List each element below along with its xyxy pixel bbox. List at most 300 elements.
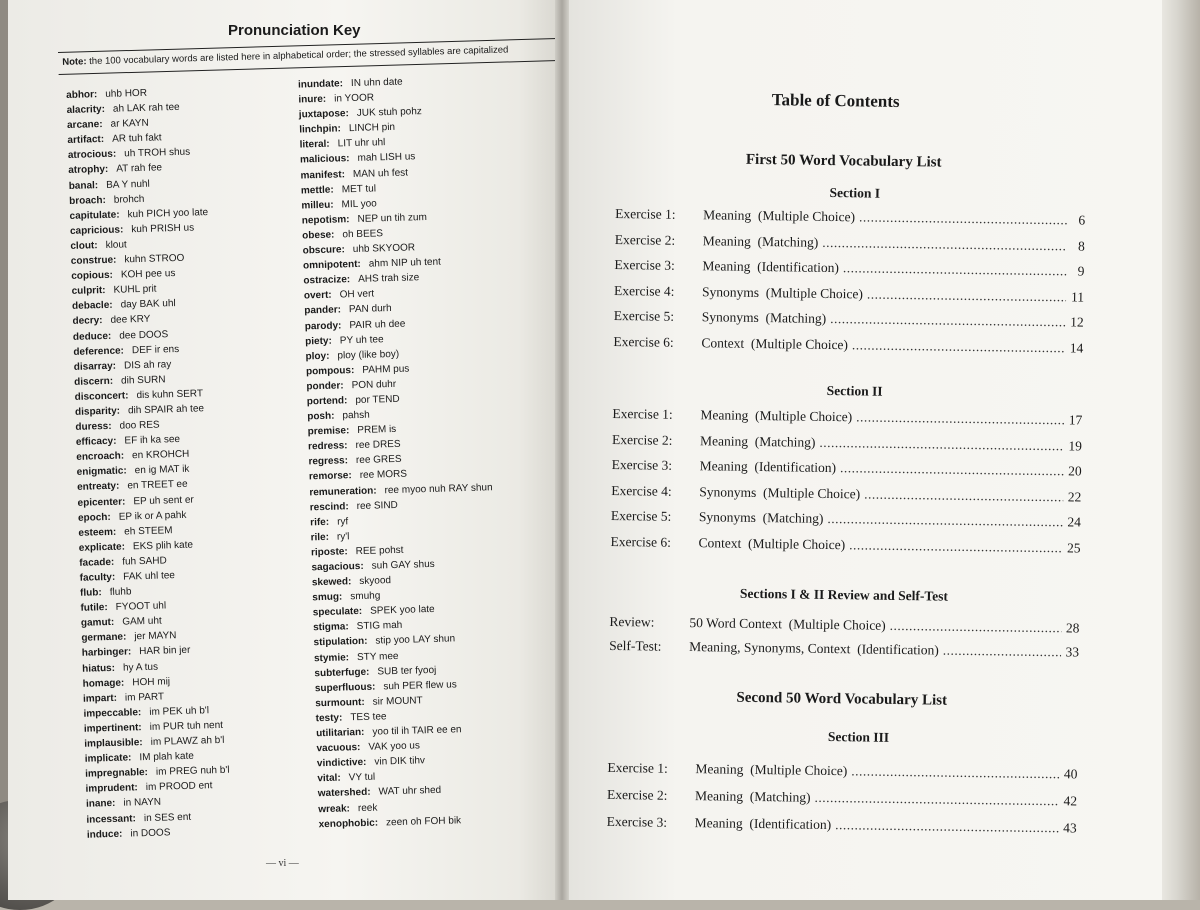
entry-pronunciation: fluhb	[109, 586, 132, 599]
entry-pronunciation: por TEND	[355, 393, 400, 407]
toc-page-number: 40	[1063, 766, 1078, 782]
toc-leader-dots	[819, 434, 1064, 453]
toc-description: Meaning (Matching)	[699, 432, 816, 450]
toc-label: Exercise 5:	[613, 307, 675, 324]
entry-word: remorse:	[308, 470, 352, 483]
entry-word: stigma:	[313, 621, 349, 634]
toc-row	[607, 760, 1077, 785]
entry-pronunciation: in YOOR	[334, 92, 375, 105]
entry-word: alacrity:	[66, 104, 106, 117]
entry-pronunciation: ree MORS	[359, 469, 408, 482]
toc-label: Exercise 2:	[611, 431, 673, 448]
entry-pronunciation: AHS trah size	[357, 272, 420, 286]
toc-page-number: 25	[1066, 539, 1081, 556]
toc-leader-dots	[852, 337, 1066, 356]
entry-word: impart:	[82, 692, 118, 705]
toc-page-number: 20	[1068, 463, 1082, 479]
toc-description: Synonyms (Multiple Choice)	[702, 283, 864, 301]
entry-word: epicenter:	[77, 496, 126, 509]
entry-word: homage:	[82, 677, 125, 690]
toc-description: Meaning (Multiple Choice)	[700, 407, 853, 425]
entry-word: skewed:	[311, 576, 352, 589]
page-edges	[1162, 0, 1200, 900]
entry-word: nepotism:	[301, 213, 350, 227]
entry-word: ostracize:	[303, 274, 351, 287]
entry-word: pompous:	[305, 364, 355, 378]
entry-pronunciation: SPEK yoo late	[370, 604, 435, 617]
entry-word: clout:	[70, 240, 98, 252]
entry-word: disarray:	[73, 360, 117, 373]
entry-pronunciation: klout	[105, 239, 127, 251]
entry-word: duress:	[75, 420, 112, 433]
toc-leader-dots	[867, 286, 1066, 305]
left-page	[8, 0, 563, 900]
entry-pronunciation: im PART	[124, 691, 165, 704]
entry-pronunciation: VY tul	[348, 771, 376, 784]
entry-word: capitulate:	[69, 209, 120, 222]
entry-pronunciation: STIG mah	[356, 620, 403, 633]
entry-word: milleu:	[301, 199, 334, 212]
entry-word: watershed:	[317, 787, 371, 800]
toc-leader-dots	[843, 260, 1067, 279]
entry-word: sagacious:	[311, 560, 364, 574]
entry-word: atrophy:	[68, 164, 109, 177]
entry-pronunciation: ah LAK rah tee	[112, 101, 180, 115]
table-of-contents	[606, 84, 1117, 836]
entry-word: encroach:	[76, 450, 125, 464]
toc-leader-dots	[814, 790, 1059, 809]
toc-leader-dots	[827, 511, 1063, 530]
toc-leader-dots	[864, 486, 1063, 505]
toc-label: Self-Test:	[609, 637, 662, 654]
toc-row	[607, 787, 1077, 812]
pronunciation-entry	[87, 823, 232, 842]
entry-word: wreak:	[318, 802, 351, 815]
entry-pronunciation: MAN uh fest	[352, 167, 409, 180]
toc-description: 50 Word Context (Multiple Choice)	[689, 615, 886, 633]
entry-pronunciation: MET tul	[341, 183, 377, 195]
entry-word: artifact:	[67, 134, 105, 147]
entry-pronunciation: PAIR uh dee	[349, 318, 406, 331]
entry-word: juxtapose:	[298, 108, 349, 121]
entry-pronunciation: brohch	[113, 193, 145, 206]
toc-page-number: 24	[1067, 514, 1082, 530]
entry-word: harbinger:	[81, 646, 132, 660]
entry-pronunciation: IN uhn date	[350, 76, 403, 90]
entry-pronunciation: MIL yoo	[341, 198, 377, 211]
toc-row	[614, 257, 1084, 282]
toc-page-number: 42	[1063, 793, 1078, 809]
entry-pronunciation: PREM is	[357, 424, 397, 437]
toc-row	[611, 508, 1081, 533]
entry-word: subterfuge:	[314, 666, 370, 679]
toc-row	[613, 333, 1083, 358]
entry-pronunciation: HAR bin jer	[139, 645, 191, 658]
entry-word: enigmatic:	[76, 465, 127, 479]
entry-pronunciation: EF ih ka see	[124, 434, 181, 447]
entry-word: literal:	[299, 139, 330, 151]
entry-word: atrocious:	[67, 149, 117, 162]
toc-description: Meaning (Multiple Choice)	[703, 207, 856, 225]
entry-pronunciation: kuh PRISH us	[131, 222, 195, 236]
toc-label: Exercise 1:	[615, 205, 676, 222]
entry-pronunciation: yoo til ih TAIR ee en	[372, 724, 462, 738]
entry-pronunciation: eh STEEM	[124, 524, 173, 538]
toc-row	[609, 638, 1079, 663]
entry-word: rife:	[310, 516, 330, 529]
entry-word: pander:	[304, 304, 342, 317]
list-title-second: Second 50 Word Vocabulary List	[736, 689, 948, 709]
section-title-1: Section I	[829, 184, 881, 201]
entry-word: remuneration:	[309, 485, 377, 498]
entry-pronunciation: reek	[357, 802, 378, 814]
entry-pronunciation: jer MAYN	[134, 630, 177, 643]
toc-row	[611, 482, 1081, 507]
toc-label: Exercise 3:	[614, 256, 675, 273]
entry-pronunciation: ahm NIP uh tent	[368, 256, 442, 270]
entry-pronunciation: EKS plih kate	[132, 539, 194, 553]
toc-page-number: 12	[1070, 314, 1084, 330]
entry-word: hiatus:	[82, 662, 116, 675]
toc-description: Meaning (Matching)	[694, 788, 811, 805]
entry-word: disconcert:	[74, 390, 129, 403]
entry-word: stipulation:	[313, 636, 368, 649]
entry-pronunciation: in DOOS	[130, 826, 171, 840]
entry-pronunciation: uhb SKYOOR	[352, 242, 416, 256]
entry-word: omnipotent:	[302, 258, 361, 272]
toc-label: Exercise 3:	[606, 813, 668, 830]
entry-pronunciation: en KROHCH	[131, 448, 190, 462]
entry-pronunciation: dee DOOS	[119, 328, 169, 342]
toc-label: Exercise 3:	[611, 456, 673, 473]
toc-description: Context (Multiple Choice)	[701, 334, 849, 352]
page-title: Pronunciation Key	[228, 22, 361, 39]
toc-label: Exercise 6:	[613, 333, 674, 350]
toc-page-number: 9	[1077, 263, 1085, 279]
entry-pronunciation: PON duhr	[351, 378, 397, 392]
entry-word: obscure:	[302, 244, 346, 257]
entry-pronunciation: LINCH pin	[348, 122, 396, 135]
entry-word: redress:	[307, 440, 348, 453]
entry-word: impeccable:	[83, 706, 142, 720]
toc-row	[615, 231, 1085, 256]
entry-pronunciation: PY uh tee	[339, 333, 384, 347]
entry-pronunciation: ar KAYN	[110, 117, 149, 130]
entry-pronunciation: ree GRES	[355, 454, 402, 467]
entry-pronunciation: zeen oh FOH bik	[385, 814, 462, 828]
toc-leader-dots	[830, 311, 1066, 330]
toc-row	[612, 431, 1082, 456]
pronunciation-list	[66, 74, 556, 841]
toc-row	[607, 814, 1077, 839]
entry-word: banal:	[68, 179, 99, 192]
toc-page-number: 14	[1069, 339, 1084, 356]
entry-word: piety:	[305, 335, 332, 348]
toc-row	[615, 206, 1085, 231]
toc-description: Synonyms (Multiple Choice)	[699, 483, 861, 501]
entry-word: inure:	[298, 93, 327, 106]
toc-page-number: 17	[1068, 412, 1083, 428]
entry-word: incessant:	[86, 812, 137, 826]
toc-label: Exercise 5:	[610, 507, 672, 524]
toc-row	[612, 406, 1082, 431]
entry-word: impertinent:	[83, 722, 142, 735]
toc-leader-dots	[859, 209, 1067, 228]
section-title-2: Section II	[826, 382, 883, 399]
entry-word: copious:	[71, 269, 114, 283]
entry-word: efficacy:	[75, 435, 117, 449]
entry-pronunciation: in NAYN	[123, 797, 162, 810]
entry-pronunciation: kuh PICH yoo late	[127, 206, 209, 221]
entry-word: flub:	[79, 587, 102, 599]
entry-pronunciation: im PUR tuh nent	[149, 719, 224, 733]
entry-pronunciation: en TREET ee	[127, 479, 188, 492]
toc-label: Exercise 1:	[607, 759, 668, 776]
toc-page-number: 6	[1078, 212, 1086, 228]
entry-pronunciation: day BAK uhl	[120, 298, 176, 311]
entry-pronunciation: dee KRY	[110, 314, 151, 327]
toc-title: Table of Contents	[771, 90, 900, 111]
entry-word: broach:	[69, 194, 106, 207]
section-title-3: Section III	[827, 729, 890, 745]
entry-pronunciation: VAK yoo us	[368, 740, 421, 753]
list-title-first: First 50 Word Vocabulary List	[745, 151, 942, 171]
entry-word: gamut:	[80, 617, 115, 630]
pronunciation-column-1	[66, 84, 231, 842]
entry-pronunciation: KOH pee us	[120, 268, 176, 281]
entry-pronunciation: mah LISH us	[357, 151, 416, 165]
toc-leader-dots	[849, 537, 1063, 556]
entry-word: decry:	[72, 315, 103, 328]
entry-word: overt:	[303, 289, 332, 302]
entry-word: xenophobic:	[318, 817, 379, 830]
entry-word: explicate:	[78, 541, 126, 554]
entry-pronunciation: AR tuh fakt	[111, 132, 162, 146]
toc-leader-dots	[840, 460, 1064, 479]
toc-row	[609, 614, 1079, 639]
entry-pronunciation: JUK stuh pohz	[356, 106, 423, 120]
pronunciation-column-2	[298, 72, 502, 832]
entry-pronunciation: uhb HOR	[105, 87, 148, 100]
entry-pronunciation: oh BEES	[342, 228, 384, 241]
toc-leader-dots	[835, 817, 1059, 836]
entry-pronunciation: doo RES	[119, 419, 160, 432]
entry-word: rescind:	[309, 500, 349, 513]
entry-pronunciation: NEP un tih zum	[357, 211, 427, 225]
entry-pronunciation: dih SURN	[120, 374, 166, 387]
entry-pronunciation: ree myoo nuh RAY shun	[384, 481, 493, 496]
entry-word: vacuous:	[316, 742, 361, 755]
entry-pronunciation: ryf	[336, 516, 349, 528]
toc-leader-dots	[943, 643, 1061, 661]
entry-pronunciation: TES tee	[350, 711, 387, 724]
toc-label: Exercise 4:	[614, 282, 675, 299]
entry-word: impregnable:	[85, 767, 149, 780]
toc-row	[614, 282, 1084, 307]
toc-description: Context (Multiple Choice)	[698, 534, 846, 552]
entry-word: facade:	[79, 556, 115, 569]
entry-pronunciation: WAT uhr shed	[378, 785, 442, 798]
entry-pronunciation: DEF ir ens	[131, 343, 180, 356]
entry-pronunciation: suh GAY shus	[371, 558, 435, 572]
entry-pronunciation: STY mee	[356, 650, 399, 663]
entry-pronunciation: kuhn STROO	[124, 252, 185, 266]
entry-word: regress:	[308, 455, 349, 468]
entry-pronunciation: dis kuhn SERT	[136, 388, 204, 402]
right-page	[569, 0, 1169, 900]
book-gutter	[555, 0, 569, 900]
entry-pronunciation: SUB ter fyooj	[377, 664, 437, 678]
entry-pronunciation: im PLAWZ ah b'l	[150, 734, 225, 748]
entry-pronunciation: ree SIND	[356, 499, 398, 512]
entry-word: vindictive:	[316, 757, 367, 770]
toc-label: Exercise 6:	[610, 533, 672, 550]
entry-word: debacle:	[71, 300, 113, 313]
entry-pronunciation: FAK uhl tee	[123, 570, 176, 583]
entry-pronunciation: PAHM pus	[362, 363, 410, 376]
entry-word: malicious:	[299, 153, 350, 166]
entry-word: manifest:	[300, 168, 346, 182]
entry-word: parody:	[304, 319, 342, 332]
entry-word: utilitarian:	[315, 726, 365, 740]
entry-pronunciation: dih SPAIR ah tee	[127, 403, 205, 417]
entry-pronunciation: REE pohst	[355, 544, 404, 557]
entry-pronunciation: stip yoo LAY shun	[375, 633, 456, 648]
entry-word: obese:	[302, 229, 335, 242]
toc-description: Meaning (Identification)	[699, 458, 837, 476]
entry-pronunciation: ploy (like boy)	[337, 348, 400, 362]
toc-page-number: 8	[1077, 237, 1085, 254]
toc-page-number: 19	[1068, 437, 1083, 454]
entry-pronunciation: ry'l	[336, 531, 350, 543]
entry-word: epoch:	[77, 511, 111, 524]
entry-word: linchpin:	[299, 123, 342, 136]
toc-label: Exercise 2:	[606, 786, 668, 803]
toc-leader-dots	[851, 763, 1059, 782]
entry-word: testy:	[315, 712, 343, 725]
toc-page-number: 33	[1065, 644, 1080, 660]
entry-pronunciation: EP ik or A pahk	[118, 509, 187, 523]
entry-word: ponder:	[306, 380, 344, 393]
toc-label: Exercise 2:	[614, 231, 676, 248]
toc-leader-dots	[856, 409, 1064, 428]
entry-word: capricious:	[69, 224, 124, 237]
entry-word: vital:	[317, 772, 341, 785]
toc-row	[614, 308, 1084, 333]
entry-word: ploy:	[305, 350, 330, 363]
entry-word: deduce:	[72, 330, 112, 343]
entry-word: smug:	[312, 591, 343, 604]
entry-pronunciation: vin DIK tihv	[374, 755, 426, 768]
entry-word: posh:	[307, 410, 335, 423]
toc-label: Review:	[609, 613, 655, 630]
entry-word: germane:	[81, 631, 127, 645]
entry-pronunciation: im PEK uh b'l	[149, 705, 210, 718]
entry-word: faculty:	[79, 571, 116, 584]
entry-word: premise:	[307, 425, 350, 438]
entry-word: speculate:	[312, 606, 363, 619]
entry-word: abhor:	[66, 89, 98, 101]
entry-pronunciation: OH vert	[339, 288, 375, 301]
entry-word: surmount:	[315, 696, 365, 710]
toc-page-number: 28	[1065, 620, 1080, 636]
entry-pronunciation: en ig MAT ik	[134, 464, 190, 477]
toc-description: Meaning (Multiple Choice)	[695, 761, 848, 779]
review-title: Sections I & II Review and Self-Test	[739, 585, 949, 604]
toc-description: Synonyms (Matching)	[698, 509, 824, 526]
toc-row	[610, 533, 1080, 558]
entry-word: discern:	[74, 375, 114, 388]
entry-word: imprudent:	[85, 782, 138, 796]
entry-pronunciation: FYOOT uhl	[115, 600, 167, 613]
entry-word: superfluous:	[314, 681, 376, 695]
entry-pronunciation: skyood	[359, 575, 392, 588]
entry-pronunciation: suh PER flew us	[383, 679, 457, 693]
entry-pronunciation: fuh SAHD	[122, 555, 167, 568]
entry-word: culprit:	[71, 285, 106, 298]
toc-row	[612, 457, 1082, 482]
entry-word: entreaty:	[77, 481, 120, 494]
toc-page-number: 11	[1070, 288, 1085, 305]
entry-pronunciation: BA Y nuhl	[106, 178, 150, 191]
entry-pronunciation: uh TROH shus	[124, 146, 191, 160]
entry-pronunciation: EP uh sent er	[133, 494, 194, 507]
entry-word: arcane:	[66, 119, 103, 132]
entry-pronunciation: hy A tus	[122, 661, 159, 674]
entry-pronunciation: in SES ent	[143, 811, 192, 824]
entry-pronunciation: HOH mij	[132, 675, 171, 689]
page-number: — vi —	[266, 858, 299, 869]
entry-word: futile:	[80, 602, 108, 614]
toc-leader-dots	[890, 618, 1062, 636]
entry-word: implicate:	[84, 752, 132, 765]
toc-description: Synonyms (Matching)	[701, 309, 827, 326]
entry-word: deference:	[73, 345, 125, 358]
entry-word: mettle:	[300, 184, 334, 197]
entry-word: inundate:	[297, 78, 344, 91]
entry-word: induce:	[86, 828, 123, 841]
entry-pronunciation: ree DRES	[355, 439, 401, 452]
entry-word: stymie:	[313, 651, 350, 664]
entry-pronunciation: DIS ah ray	[123, 358, 172, 372]
pronunciation-note: Note: the 100 vocabulary words are listed here in alphabetical order; the stressed syllables are capitalized	[58, 38, 562, 75]
toc-label: Exercise 4:	[611, 482, 672, 499]
entry-word: implausible:	[84, 737, 143, 750]
toc-label: Exercise 1:	[612, 405, 673, 422]
entry-pronunciation: im PROOD ent	[145, 780, 213, 794]
entry-word: esteem:	[78, 526, 117, 539]
entry-pronunciation: LIT uhr uhl	[337, 137, 386, 150]
entry-pronunciation: KUHL prit	[113, 283, 157, 296]
toc-description: Meaning (Identification)	[694, 815, 832, 833]
toc-page-number: 43	[1063, 820, 1077, 836]
entry-pronunciation: pahsh	[342, 409, 370, 422]
entry-pronunciation: im PREG nuh b'l	[155, 764, 230, 778]
toc-description: Meaning, Synonyms, Context (Identification)	[689, 639, 939, 658]
entry-word: construe:	[70, 254, 117, 267]
toc-leader-dots	[822, 234, 1067, 253]
entry-pronunciation: AT rah fee	[116, 162, 163, 176]
entry-pronunciation: sir MOUNT	[372, 695, 423, 708]
toc-description: Meaning (Identification)	[702, 258, 840, 276]
entry-pronunciation: PAN durh	[348, 303, 392, 316]
entry-word: portend:	[306, 395, 348, 408]
toc-page-number: 22	[1067, 488, 1082, 505]
entry-word: disparity:	[74, 405, 121, 418]
entry-pronunciation: smuhg	[350, 590, 381, 603]
entry-word: riposte:	[310, 546, 348, 559]
toc-description: Meaning (Matching)	[702, 232, 819, 250]
